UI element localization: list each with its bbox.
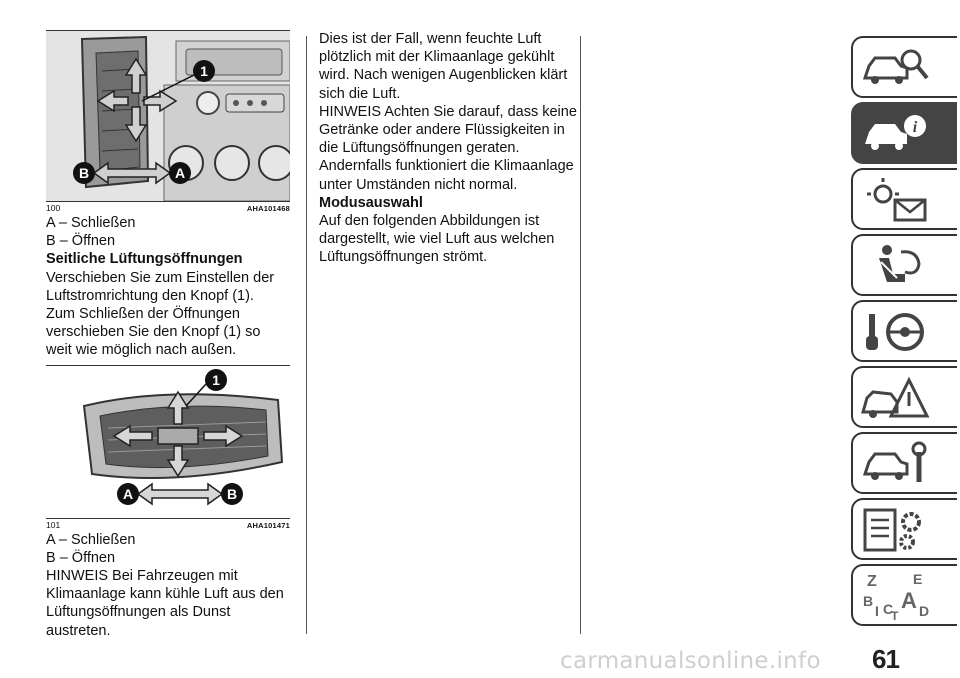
warning-light-envelope-icon <box>861 176 931 224</box>
legend-a: A – Schließen <box>46 215 136 231</box>
figure-101-caption <box>46 519 290 531</box>
tab-maintenance[interactable] <box>851 432 957 494</box>
side-vent-illustration <box>46 366 290 518</box>
left-column <box>46 30 290 640</box>
page-number: 61 <box>872 644 899 674</box>
key-steering-wheel-icon <box>861 308 931 356</box>
tab-index[interactable] <box>851 564 957 626</box>
paragraph: Auf den folgenden Abbildungen ist dargestellt, wie viel Luft aus welchen Lüftungsöffnungen strömt. <box>319 213 555 266</box>
tab-starting-driving[interactable] <box>851 300 957 362</box>
svg-text:B: B <box>863 593 874 609</box>
tab-car-info[interactable] <box>851 102 957 164</box>
callout-b: B <box>226 485 238 502</box>
figure-101 <box>46 365 290 519</box>
car-crash-warning-icon <box>861 374 931 422</box>
figure-100-caption <box>46 202 290 214</box>
figure-100 <box>46 30 290 202</box>
legend-b: B – Öffnen <box>46 233 116 250</box>
seat-airbag-icon <box>861 242 931 290</box>
callout-1: 1 <box>200 63 208 79</box>
column-divider <box>306 36 307 634</box>
section-heading: Seitliche Lüftungsöffnungen <box>46 251 243 268</box>
note-paragraph: HINWEIS Bei Fahrzeugen mit Klimaanlage kann kühle Luft aus den Lüftungsöffnungen als Dunst austreten. <box>46 568 284 639</box>
watermark: carmanualsonline.info <box>560 648 821 674</box>
alphabet-index-icon <box>861 572 931 620</box>
tab-car-magnifier[interactable] <box>851 36 957 98</box>
callout-b: B <box>78 165 90 181</box>
svg-text:C: C <box>883 601 894 617</box>
right-column <box>319 30 579 267</box>
figure-number: 101 <box>46 519 61 530</box>
svg-text:T: T <box>891 609 899 620</box>
figure-code: AHA101468 <box>246 204 290 213</box>
tab-safety[interactable] <box>851 234 957 296</box>
tab-technical-data[interactable] <box>851 498 957 560</box>
figure-code: AHA101471 <box>246 520 290 530</box>
svg-text:Z: Z <box>867 573 877 590</box>
car-info-icon <box>861 110 931 158</box>
figure-number: 100 <box>46 203 61 213</box>
callout-a: A <box>174 165 186 181</box>
svg-text:D: D <box>919 603 930 619</box>
section-heading: Modusauswahl <box>319 194 423 211</box>
callout-1: 1 <box>212 371 220 388</box>
svg-text:i: i <box>912 119 918 136</box>
tab-warning-lights[interactable] <box>851 168 957 230</box>
paragraph: Verschieben Sie zum Einstellen der Luftstromrichtung den Knopf (1). <box>46 269 275 304</box>
svg-text:E: E <box>913 572 923 587</box>
car-wrench-icon <box>861 440 931 488</box>
note-paragraph: HINWEIS Achten Sie darauf, dass keine Getränke oder andere Flüssigkeiten in die Lüftungsöffnungen geraten. Andernfalls funktioniert die Klimaanlage unter Umständen nicht normal. <box>319 103 577 193</box>
svg-text:A: A <box>901 588 917 613</box>
tab-emergency[interactable] <box>851 366 957 428</box>
paragraph: Zum Schließen der Öffnungen verschieben Sie den Knopf (1) so weit wie möglich nach außen. <box>46 306 261 359</box>
callout-a: A <box>122 485 134 502</box>
car-magnifier-icon <box>861 44 931 92</box>
paragraph: Dies ist der Fall, wenn feuchte Luft plötzlich mit der Klimaanlage gekühlt wird. Nach wenigen Augenblicken klärt sich die Luft. <box>319 31 568 102</box>
legend-a: A – Schließen <box>46 531 136 548</box>
document-gears-icon <box>861 506 931 554</box>
dashboard-vent-illustration <box>46 31 290 201</box>
legend-b: B – Öffnen <box>46 549 116 566</box>
column-divider <box>580 36 581 634</box>
svg-text:I: I <box>875 603 879 619</box>
